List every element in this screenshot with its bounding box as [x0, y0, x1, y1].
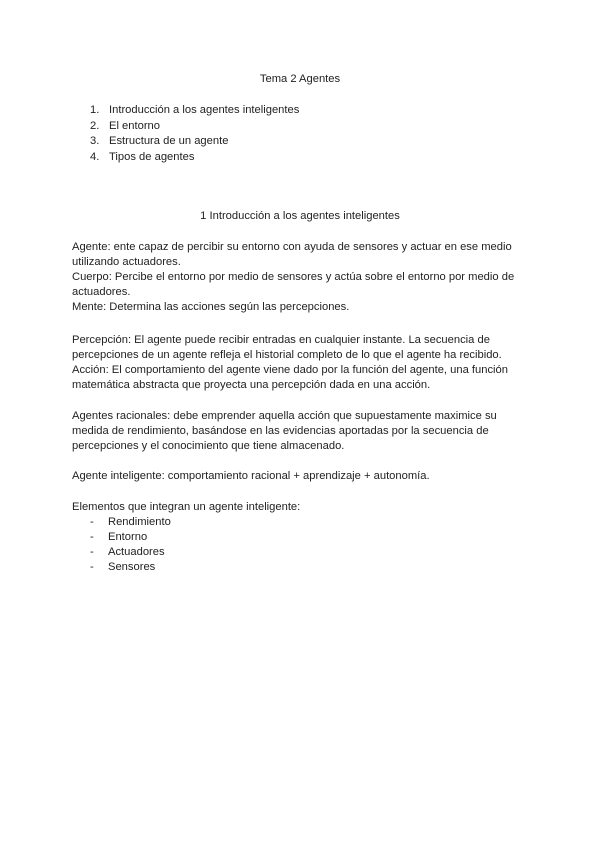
- list-item: [90, 545, 171, 560]
- toc-item: [90, 150, 299, 166]
- paragraph-inteligente: Agente inteligente: comportamiento racional + aprendizaje + autonomía.: [72, 470, 430, 482]
- toc-label: Introducción a los agentes inteligentes: [109, 104, 300, 116]
- toc-item: [90, 134, 299, 150]
- list-item-label: Entorno: [108, 531, 148, 543]
- definitions-block: [72, 240, 532, 315]
- elements-list: [90, 515, 171, 575]
- list-item-label: Sensores: [108, 561, 156, 573]
- toc-label: Estructura de un agente: [109, 135, 229, 147]
- toc-number: 1.: [90, 104, 100, 116]
- elements-intro-block: [72, 500, 532, 515]
- paragraph-agente: Agente: ente capaz de percibir su entorno con ayuda de sensores y actuar en ese medio utilizando actuadores.: [72, 241, 512, 268]
- list-item: [90, 560, 171, 575]
- paragraph-percepcion: Percepción: El agente puede recibir entradas en cualquier instante. La secuencia de percepciones de un agente refleja el historial completo de lo que el agente ha recibido.: [72, 334, 502, 361]
- paragraph-accion: Acción: El comportamiento del agente viene dado por la función del agente, una función matemática abstracta que proyecta una percepción dada en una acción.: [72, 364, 508, 391]
- section-heading: 1 Introducción a los agentes inteligentes: [200, 210, 400, 222]
- perception-action-block: [72, 333, 532, 393]
- toc-number: 3.: [90, 135, 100, 147]
- paragraph-cuerpo: Cuerpo: Percibe el entorno por medio de sensores y actúa sobre el entorno por medio de actuadores.: [72, 271, 515, 298]
- toc-number: 2.: [90, 119, 100, 132]
- toc-item: [90, 103, 299, 119]
- paragraph-mente: Mente: Determina las acciones según las percepciones.: [72, 301, 350, 313]
- table-of-contents: [90, 103, 299, 165]
- paragraph-elementos-intro: Elementos que integran un agente inteligente:: [72, 501, 301, 513]
- bullet-marker: -: [90, 561, 94, 573]
- list-item: [90, 515, 171, 530]
- intelligent-agent-block: [72, 469, 532, 484]
- bullet-marker: -: [90, 531, 94, 543]
- toc-label: Tipos de agentes: [109, 150, 195, 163]
- bullet-marker: -: [90, 546, 94, 558]
- paragraph-racionales: Agentes racionales: debe emprender aquella acción que supuestamente maximice su medida de rendimiento, basándose en las evidencias aportadas por la secuencia de percepciones y el conocimiento que tiene almacenado.: [72, 410, 497, 452]
- rational-agents-block: [72, 409, 532, 454]
- document-title: Tema 2 Agentes: [259, 73, 341, 85]
- list-item-label: Rendimiento: [108, 516, 171, 528]
- bullet-marker: -: [90, 516, 94, 528]
- list-item: [90, 530, 171, 545]
- toc-item: [90, 119, 299, 135]
- toc-number: 4.: [90, 150, 100, 163]
- list-item-label: Actuadores: [108, 546, 165, 558]
- toc-label: El entorno: [109, 119, 160, 132]
